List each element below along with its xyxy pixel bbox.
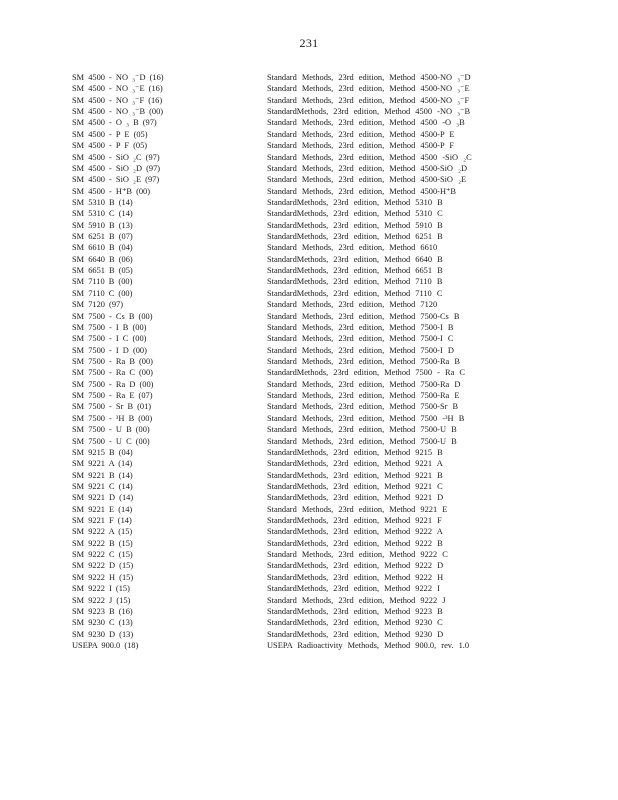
method-row: [72, 606, 552, 617]
method-row: [72, 345, 552, 356]
method-reference: StandardMethods, 23rd edition, Method 9222 B: [267, 538, 443, 548]
method-code: SM 6651 B (05): [72, 266, 133, 276]
method-row: [72, 311, 552, 322]
method-code: SM 9215 B (04): [72, 447, 133, 457]
method-row: [72, 572, 552, 583]
method-reference: StandardMethods, 23rd edition, Method 9222 H: [267, 572, 444, 582]
method-row: [72, 367, 552, 378]
method-row: [72, 333, 552, 344]
method-reference: StandardMethods, 23rd edition, Method 9230 C: [267, 618, 443, 628]
method-reference: StandardMethods, 23rd edition, Method 9221 B: [267, 470, 443, 480]
method-code: SM 9221 A (14): [72, 459, 133, 469]
method-row: [72, 322, 552, 333]
method-reference: Standard Methods, 23rd edition, Method 4500 -SiO ₂C: [267, 152, 472, 162]
method-code: SM 4500 - SiO ₂D (97): [72, 163, 161, 173]
method-code: SM 4500 - P F (05): [72, 141, 148, 151]
method-row: [72, 186, 552, 197]
method-code: SM 6610 B (04): [72, 243, 133, 253]
method-reference: Standard Methods, 23rd edition, Method 9221 E: [267, 504, 448, 514]
method-row: [72, 140, 552, 151]
method-code: SM 9222 C (15): [72, 550, 133, 560]
method-reference: StandardMethods, 23rd edition, Method 9215 B: [267, 447, 443, 457]
method-reference: Standard Methods, 23rd edition, Method 7500-Sr B: [267, 402, 459, 412]
method-code: SM 7500 - Ra B (00): [72, 356, 153, 366]
method-code: SM 9221 D (14): [72, 493, 134, 503]
method-reference: StandardMethods, 23rd edition, Method 6251 B: [267, 232, 443, 242]
method-code: SM 9222 A (15): [72, 527, 133, 537]
method-code: SM 7500 - ³H B (00): [72, 413, 153, 423]
method-row: [72, 174, 552, 185]
method-code: SM 4500 - SiO ₂C (97): [72, 152, 160, 162]
method-code: SM 7500 - Ra C (00): [72, 368, 153, 378]
method-reference: StandardMethods, 23rd edition, Method 9221 F: [267, 516, 442, 526]
method-row: [72, 447, 552, 458]
method-reference: Standard Methods, 23rd edition, Method 4500-NO ₃⁻E: [267, 84, 470, 94]
method-reference: StandardMethods, 23rd edition, Method 9222 A: [267, 527, 443, 537]
method-reference: USEPA Radioactivity Methods, Method 900.0, rev. 1.0: [267, 640, 470, 650]
method-code: SM 7500 - I D (00): [72, 345, 147, 355]
method-row: [72, 129, 552, 140]
method-reference: Standard Methods, 23rd edition, Method 7500-Ra B: [267, 356, 460, 366]
method-code: SM 4500 - NO ₃⁻D (16): [72, 73, 164, 82]
method-code: SM 7500 - I B (00): [72, 322, 147, 332]
method-code: SM 9223 B (16): [72, 606, 133, 616]
method-row: [72, 152, 552, 163]
method-reference: Standard Methods, 23rd edition, Method 9222 C: [267, 550, 448, 560]
method-code: SM 4500 - P E (05): [72, 129, 148, 139]
method-row: [72, 470, 552, 481]
method-row: [72, 265, 552, 276]
method-reference: Standard Methods, 23rd edition, Method 7500-U B: [267, 436, 457, 446]
method-reference: Standard Methods, 23rd edition, Method 4500-P E: [267, 129, 455, 139]
method-row: [72, 526, 552, 537]
method-reference: Standard Methods, 23rd edition, Method 7500-U B: [267, 425, 457, 435]
method-code: SM 9222 D (15): [72, 561, 134, 571]
method-code: SM 7500 - I C (00): [72, 334, 147, 344]
method-reference: StandardMethods, 23rd edition, Method 6651 B: [267, 266, 443, 276]
method-row: [72, 231, 552, 242]
method-row: [72, 106, 552, 117]
method-reference: Standard Methods, 23rd edition, Method 4500-H⁺B: [267, 186, 456, 196]
method-row: [72, 458, 552, 469]
method-reference: Standard Methods, 23rd edition, Method 7120: [267, 300, 438, 310]
method-code: SM 7110 C (00): [72, 288, 133, 298]
method-row: [72, 436, 552, 447]
page-number: 231: [299, 36, 319, 50]
method-row: [72, 538, 552, 549]
method-reference: Standard Methods, 23rd edition, Method 4500-NO ₃⁻F: [267, 95, 470, 105]
method-code: USEPA 900.0 (18): [72, 640, 139, 650]
method-reference-list: [72, 72, 552, 651]
method-row: [72, 560, 552, 571]
method-reference: StandardMethods, 23rd edition, Method 6640 B: [267, 254, 443, 264]
method-reference: Standard Methods, 23rd edition, Method 4500-SiO ₂D: [267, 163, 468, 173]
method-reference: StandardMethods, 23rd edition, Method 7110 C: [267, 288, 443, 298]
method-reference: Standard Methods, 23rd edition, Method 4500-NO ₃⁻D: [267, 73, 471, 82]
method-row: [72, 117, 552, 128]
method-reference: Standard Methods, 23rd edition, Method 7500-I D: [267, 345, 454, 355]
method-row: [72, 242, 552, 253]
method-code: SM 7110 B (00): [72, 277, 133, 287]
method-reference: Standard Methods, 23rd edition, Method 7500-Ra E: [267, 391, 460, 401]
method-code: SM 5910 B (13): [72, 220, 133, 230]
method-row: [72, 515, 552, 526]
method-code: SM 9221 E (14): [72, 504, 133, 514]
method-row: [72, 288, 552, 299]
method-reference: StandardMethods, 23rd edition, Method 9221 D: [267, 493, 444, 503]
method-reference: Standard Methods, 23rd edition, Method 7500-Cs B: [267, 311, 460, 321]
method-row: [72, 413, 552, 424]
method-row: [72, 163, 552, 174]
method-row: [72, 629, 552, 640]
method-reference: StandardMethods, 23rd edition, Method 9221 C: [267, 481, 443, 491]
method-code: SM 9222 I (15): [72, 584, 130, 594]
method-code: SM 9230 C (13): [72, 618, 133, 628]
method-reference: Standard Methods, 23rd edition, Method 7500-Ra D: [267, 379, 461, 389]
method-code: SM 4500 - NO ₃⁻F (16): [72, 95, 163, 105]
method-row: [72, 299, 552, 310]
method-code: SM 5310 C (14): [72, 209, 133, 219]
method-code: SM 4500 - O ₃ B (97): [72, 118, 157, 128]
method-row: [72, 492, 552, 503]
method-reference: StandardMethods, 23rd edition, Method 4500 -NO ₃⁻B: [267, 107, 471, 117]
method-code: SM 7500 - Ra D (00): [72, 379, 154, 389]
method-code: SM 7120 (97): [72, 300, 123, 310]
method-code: SM 6251 B (07): [72, 232, 133, 242]
method-code: SM 4500 - NO ₃⁻E (16): [72, 84, 163, 94]
method-row: [72, 220, 552, 231]
method-code: SM 7500 - Cs B (00): [72, 311, 153, 321]
method-code: SM 4500 - H⁺B (00): [72, 186, 151, 196]
method-code: SM 4500 - SiO ₂E (97): [72, 175, 160, 185]
method-code: SM 6640 B (06): [72, 254, 133, 264]
method-code: SM 7500 - Ra E (07): [72, 391, 153, 401]
method-reference: StandardMethods, 23rd edition, Method 7110 B: [267, 277, 443, 287]
method-row: [72, 208, 552, 219]
method-code: SM 7500 - U C (00): [72, 436, 150, 446]
method-code: SM 9221 F (14): [72, 516, 132, 526]
method-reference: Standard Methods, 23rd edition, Method 7500-I C: [267, 334, 454, 344]
method-reference: StandardMethods, 23rd edition, Method 5310 B: [267, 197, 443, 207]
method-reference: StandardMethods, 23rd edition, Method 9223 B: [267, 606, 443, 616]
method-reference: Standard Methods, 23rd edition, Method 4500 -O ₃B: [267, 118, 465, 128]
method-row: [72, 640, 552, 651]
method-reference: StandardMethods, 23rd edition, Method 7500 - Ra C: [267, 368, 466, 378]
method-reference: Standard Methods, 23rd edition, Method 9222 J: [267, 595, 446, 605]
method-code: SM 9222 B (15): [72, 538, 133, 548]
method-reference: StandardMethods, 23rd edition, Method 9230 D: [267, 629, 444, 639]
method-reference: Standard Methods, 23rd edition, Method 7500-I B: [267, 322, 454, 332]
method-row: [72, 504, 552, 515]
method-row: [72, 583, 552, 594]
method-reference: Standard Methods, 23rd edition, Method 4500-SiO ₂E: [267, 175, 467, 185]
method-reference: StandardMethods, 23rd edition, Method 9222 D: [267, 561, 444, 571]
method-code: SM 9221 C (14): [72, 481, 133, 491]
method-row: [72, 254, 552, 265]
method-row: [72, 83, 552, 94]
method-row: [72, 390, 552, 401]
method-row: [72, 401, 552, 412]
method-reference: StandardMethods, 23rd edition, Method 9222 I: [267, 584, 440, 594]
method-row: [72, 72, 552, 83]
method-code: SM 9230 D (13): [72, 629, 134, 639]
method-code: SM 9221 B (14): [72, 470, 133, 480]
method-code: SM 4500 - NO ₃⁻B (00): [72, 107, 164, 117]
method-row: [72, 379, 552, 390]
method-row: [72, 595, 552, 606]
method-code: SM 5310 B (14): [72, 197, 133, 207]
method-row: [72, 617, 552, 628]
method-row: [72, 95, 552, 106]
method-row: [72, 197, 552, 208]
method-reference: StandardMethods, 23rd edition, Method 5310 C: [267, 209, 443, 219]
method-code: SM 7500 - Sr B (01): [72, 402, 152, 412]
method-row: [72, 424, 552, 435]
method-reference: Standard Methods, 23rd edition, Method 4500-P F: [267, 141, 455, 151]
method-reference: Standard Methods, 23rd edition, Method 7500 -³H B: [267, 413, 465, 423]
method-row: [72, 481, 552, 492]
method-reference: StandardMethods, 23rd edition, Method 5910 B: [267, 220, 443, 230]
method-reference: StandardMethods, 23rd edition, Method 9221 A: [267, 459, 443, 469]
method-row: [72, 356, 552, 367]
method-code: SM 9222 J (15): [72, 595, 131, 605]
method-row: [72, 276, 552, 287]
method-row: [72, 549, 552, 560]
method-code: SM 9222 H (15): [72, 572, 134, 582]
method-reference: Standard Methods, 23rd edition, Method 6610: [267, 243, 438, 253]
method-code: SM 7500 - U B (00): [72, 425, 150, 435]
